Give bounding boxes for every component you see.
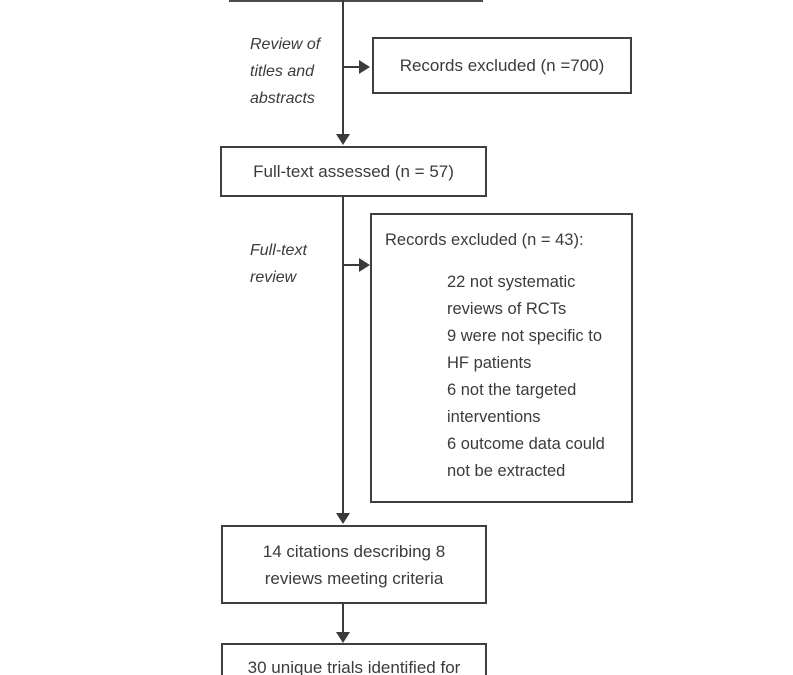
arrowhead-right-icon bbox=[359, 258, 370, 272]
arrowhead-down-icon bbox=[336, 632, 350, 643]
stage-label-line: abstracts bbox=[250, 90, 315, 107]
box-records-excluded-fulltext bbox=[370, 213, 633, 503]
box-text-line: reviews meeting criteria bbox=[264, 568, 444, 588]
box-records-excluded-titles bbox=[372, 37, 632, 94]
box-fulltext-assessed bbox=[220, 146, 487, 197]
connector-line-bottom bbox=[342, 604, 344, 632]
stage-label-line: review bbox=[250, 269, 297, 286]
exclusion-reason-line: reviews of RCTs bbox=[447, 300, 567, 318]
stage-label-line: Full-text bbox=[250, 242, 307, 259]
exclusion-reason-list bbox=[447, 269, 623, 485]
stage-label-line: Review of bbox=[250, 36, 321, 53]
connector-line-middle bbox=[342, 197, 344, 513]
exclusion-header: Records excluded (n = 43): bbox=[385, 231, 584, 249]
box-citations-meeting-criteria bbox=[221, 525, 487, 604]
arrowhead-down-icon bbox=[336, 134, 350, 145]
box-text-line: 30 unique trials identified for bbox=[247, 658, 461, 675]
exclusion-reason-line: 9 were not specific to bbox=[447, 327, 602, 345]
arrowhead-down-icon bbox=[336, 513, 350, 524]
exclusion-reason-line: 6 outcome data could bbox=[447, 435, 605, 453]
offscreen-box-bottom-edge bbox=[229, 0, 483, 2]
exclusion-reason-line: HF patients bbox=[447, 354, 532, 372]
stage-label-line: titles and bbox=[250, 63, 315, 80]
exclusion-reason-line: 6 not the targeted bbox=[447, 381, 577, 399]
box-text: Full-text assessed (n = 57) bbox=[253, 161, 454, 181]
box-text-line: 14 citations describing 8 bbox=[262, 541, 446, 561]
stage-label-fulltext-review bbox=[250, 237, 307, 291]
exclusion-reason-line: 22 not systematic bbox=[447, 273, 576, 291]
arrowhead-right-icon bbox=[359, 60, 370, 74]
stage-label-titles-abstracts bbox=[250, 31, 320, 112]
exclusion-reason-line: interventions bbox=[447, 408, 541, 426]
exclusion-reason-line: not be extracted bbox=[447, 462, 566, 480]
box-text: Records excluded (n =700) bbox=[399, 55, 605, 75]
box-unique-trials bbox=[221, 643, 487, 675]
